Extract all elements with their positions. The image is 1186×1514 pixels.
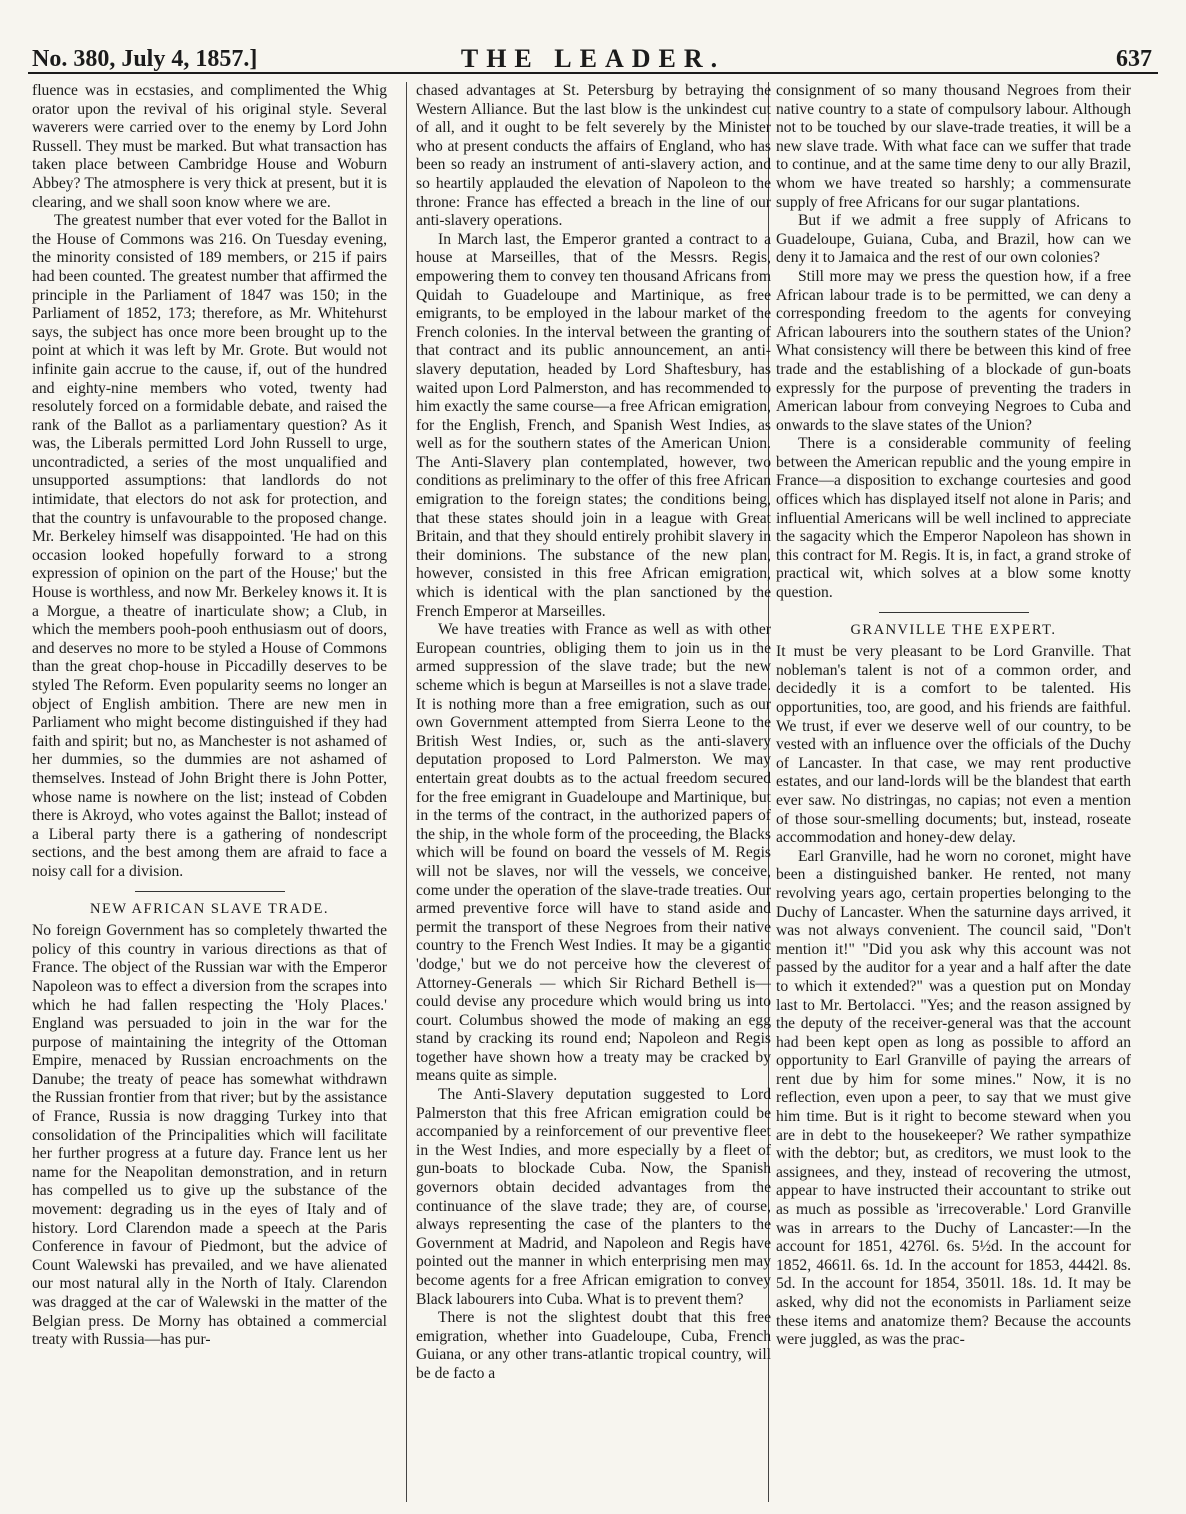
paragraph: It must be very pleasant to be Lord Granville. That nobleman's talent is not of a common order, and decidedly it is a comfort to be talented. His opportunities, too, are good, and his friends are faithful. We trust, if ever we deserve well of our country, to be vested with an influence over the officials of the Duchy of Lancaster. In that case, we may rent productive estates, and our land-lords will be the blandest that earth ever saw. No distringas, no capias; not even a mention of those sour-smelling documents; but, instead, roseate accommodation and honey-dew delay. xyxy=(776,643,1131,847)
paragraph: No foreign Government has so completely thwarted the policy of this country in various directions as that of France. The object of the Russian war with the Emperor Napoleon was to effect a diversion from the scrapes into which he had fallen respecting the 'Holy Places.' England was persuaded to join in the war for the purpose of maintaining the integrity of the Ottoman Empire, menaced by Russian encroachments on the Danube; the treaty of peace has somewhat withdrawn the Russian frontier from that river; but by the assistance of France, Russia is now dragging Turkey into that consolidation of the Principalities which will facilitate her further progress at a future day. France lent us her name for the Neapolitan demonstration, and in return has compelled us to give up the substance of the movement: degrading us in the eyes of Italy and of history. Lord Clarendon made a speech at the Paris Conference in favour of Piedmont, but the advice of Count Walewski has prevailed, and we have alienated our most natural ally in the North of Italy. Clarendon was dragged at the car of Walewski in the matter of the Belgian press. De Morny has obtained a commercial treaty with Russia—has pur- xyxy=(32,922,387,1349)
issue-line: No. 380, July 4, 1857.] xyxy=(32,46,258,72)
masthead-title: THE LEADER. xyxy=(460,44,726,73)
paragraph: There is a considerable community of feeling between the American republic and the young empire in France—a disposition to exchange courtesies and good offices which has displayed itself not alone in Paris; and influential Americans will be well inclined to appreciate the sagacity which the Emperor Napoleon has shown in this contract for M. Regis. It is, in fact, a grand stroke of practical wit, which solves at a blow some knotty question. xyxy=(776,435,1131,602)
page-header xyxy=(28,40,1158,74)
paragraph: But if we admit a free supply of Africans to Guadeloupe, Guiana, Cuba, and Brazil, how can we deny it to Jamaica and the rest of our own colonies? xyxy=(776,212,1131,267)
paragraph: In March last, the Emperor granted a contract to a house at Marseilles, that of the Messrs. Regis, empowering them to convey ten thousand Africans from Quidah to Guadeloupe and Martinique, as free emigrants, to be employed in the labour market of the French colonies. In the interval between the granting of that contract and its public announcement, an anti-slavery deputation, headed by Lord Shaftesbury, has waited upon Lord Palmerston, and has recommended to him exactly the same course—a free African emigration, for the English, French, and Spanish West Indies, as well as for the southern states of the American Union. The Anti-Slavery plan contemplated, however, two conditions as preliminary to the offer of this free African emigration to the foreign states; the conditions being, that these states should join in a league with Great Britain, and that they should entirely prohibit slavery in their dominions. The substance of the new plan, however, consisted in this free African emigration, which is identical with the plan sanctioned by the French Emperor at Marseilles. xyxy=(416,230,771,620)
column-divider xyxy=(406,82,407,1502)
paragraph: consignment of so many thousand Negroes from their native country to a state of compulsory labour. Although not to be touched by our slave-trade treaties, it will be a new slave trade. With what face can we suffer that trade to continue, and at the same time deny to our ally Brazil, whom we have treated so harshly; a commensurate supply of free Africans for our sugar plantations. xyxy=(776,82,1131,211)
section-divider xyxy=(879,612,1029,613)
column-2 xyxy=(416,82,771,1502)
paragraph: There is not the slightest doubt that this free emigration, whether into Guadeloupe, Cuba, French Guiana, or any other trans-atlantic tropical country, will be de facto a xyxy=(416,1309,771,1382)
paragraph: Earl Granville, had he worn no coronet, might have been a distinguished banker. He rented, not many revolving years ago, certain properties belonging to the Duchy of Lancaster. When the saturnine days arrived, it was not always convenient. The council said, "Don't mention it!" "Did you ask why this account was not passed by the auditor for a year and a half after the date to which it extended?" was a question put on Monday last to Mr. Bertolacci. "Yes; and the reason assigned by the deputy of the receiver-general was that the account had been kept open as long as possible to afford an opportunity to Earl Granville of paying the arrears of rent due by him for some mines." Now, it is no reflection, even upon a peer, to say that we must give him time. But is it right to become steward when you are in debt to the housekeeper? We rather sympathize with the debtor; but, as creditors, we must look to the assignees, and they, instead of recovering the utmost, appear to have instructed their accountant to strike out as much as possible as 'irrecoverable.' Lord Granville was in arrears to the Duchy of Lancaster:—In the account for 1851, 4276l. 6s. 5½d. In the account for 1852, 4661l. 6s. 1d. In the account for 1853, 4442l. 8s. 5d. In the account for 1854, 3501l. 18s. 1d. It may be asked, why did not the economists in Parliament seize these items and anatomize them? Because the accounts were juggled, as was the prac- xyxy=(776,847,1131,1349)
paragraph: fluence was in ecstasies, and complimented the Whig orator upon the revival of his original style. Several waverers were carried over to the enemy by Lord John Russell. They must be marked. But what transaction has taken place between Cambridge House and Woburn Abbey? The atmosphere is very thick at present, but it is clearing, and we shall soon know where we are. xyxy=(32,82,387,211)
column-3 xyxy=(776,82,1131,1502)
paragraph: Still more may we press the question how, if a free African labour trade is to be permitted, we can deny a corresponding freedom to the agents for conveying African labourers into the southern states of the Union? What consistency will there be between this kind of free trade and the establishing of a blockade of gun-boats expressly for the purpose of preventing the traders in American labour from conveying Negroes to Cuba and onwards to the slave states of the Union? xyxy=(776,267,1131,434)
paragraph: The Anti-Slavery deputation suggested to Lord Palmerston that this free African emigration could be accompanied by a reinforcement of our preventive fleet in the West Indies, and more especially by a fleet of gun-boats to blockade Cuba. Now, the Spanish governors obtain decided advantages from the continuance of the slave trade; they are, of course, always representing the case of the planters to the Government at Madrid, and Napoleon and Regis have pointed out the manner in which enterprising men may become agents for a free African emigration to convey Black labourers into Cuba. What is to prevent them? xyxy=(416,1086,771,1308)
article-heading: NEW AFRICAN SLAVE TRADE. xyxy=(89,900,330,917)
page-number: 637 xyxy=(1116,46,1152,72)
paragraph: The greatest number that ever voted for the Ballot in the House of Commons was 216. On Tuesday evening, the minority consisted of 189 members, or 215 if pairs had been counted. The greatest number that affirmed the principle in the Parliament of 1847 was 150; in the Parliament of 1852, 173; therefore, as Mr. Whitehurst says, the subject has once more been brought up to the point at which it was left by Mr. Grote. But would not infinite gain accrue to the cause, if, out of the hundred and eighty-nine members who voted, twenty had resolutely forced on a formidable debate, and raised the rank of the Ballot as a parliamentary question? As it was, the Liberals permitted Lord John Russell to urge, uncontradicted, a series of the most unqualified and unsupported assumptions: that landlords do not intimidate, that electors do not ask for protection, and that the country is unfavourable to the proposed change. Mr. Berkeley himself was disappointed. 'He had on this occasion looked hopefully forward to a strong expression of opinion on the part of the House;' but the House is worthless, and now Mr. Berkeley knows it. It is a Morgue, a theatre of inarticulate show; a Club, in which the members pooh-pooh enthusiasm out of doors, and deserves no more to be styled a House of Commons than the great chop-house in Piccadilly deserves to be styled The Reform. Even popularity seems no longer an object of English ambition. There are new men in Parliament who might become distinguished if they had faith and spirit; but no, as Manchester is not ashamed of her dummies, so the dummies are not ashamed of themselves. Instead of John Bright there is John Potter, whose name is nowhere on the list; instead of Cobden there is Akroyd, who votes against the Ballot; instead of a Liberal party there is a gathering of nondescript sections, and the best among them are afraid to face a noisy call for a division. xyxy=(32,212,387,880)
column-1 xyxy=(32,82,387,1502)
paragraph: We have treaties with France as well as with other European countries, obliging them to join us in the armed suppression of the slave trade; but the new scheme which is begun at Marseilles is not a slave trade. It is nothing more than a free emigration, such as our own Government attempted from Sierra Leone to the British West Indies, or, such as the anti-slavery deputation proposed to Lord Palmerston. We may entertain great doubts as to the actual freedom secured for the free emigrant in Guadeloupe and Martinique, but in the terms of the contract, in the authorized papers of the ship, in the whole form of the proceeding, the Blacks which will be found on board the vessels of M. Regis will not be slaves, nor will the vessels, we conceive, come under the operation of the slave-trade treaties. Our armed preventive force will have to stand aside and permit the transport of these Negroes from their native country to the French West Indies. It may be a gigantic 'dodge,' but we do not perceive how the cleverest of Attorney-Generals — which Sir Richard Bethell is—could devise any procedure which would bring us into court. Columbus showed the mode of making an egg stand by cracking its round end; Napoleon and Regis together have shown how a treaty may be cracked by means quite as simple. xyxy=(416,621,771,1085)
article-heading: GRANVILLE THE EXPERT. xyxy=(850,621,1057,638)
paragraph: chased advantages at St. Petersburg by betraying the Western Alliance. But the last blow is the unkindest cut of all, and it ought to be felt severely by the Minister who at present conducts the affairs of England, who has been so ready an instrument of anti-slavery action, and so heartily applauded the elevation of Napoleon to the throne: France has effected a breach in the line of our anti-slavery operations. xyxy=(416,82,771,230)
section-divider xyxy=(135,891,285,892)
